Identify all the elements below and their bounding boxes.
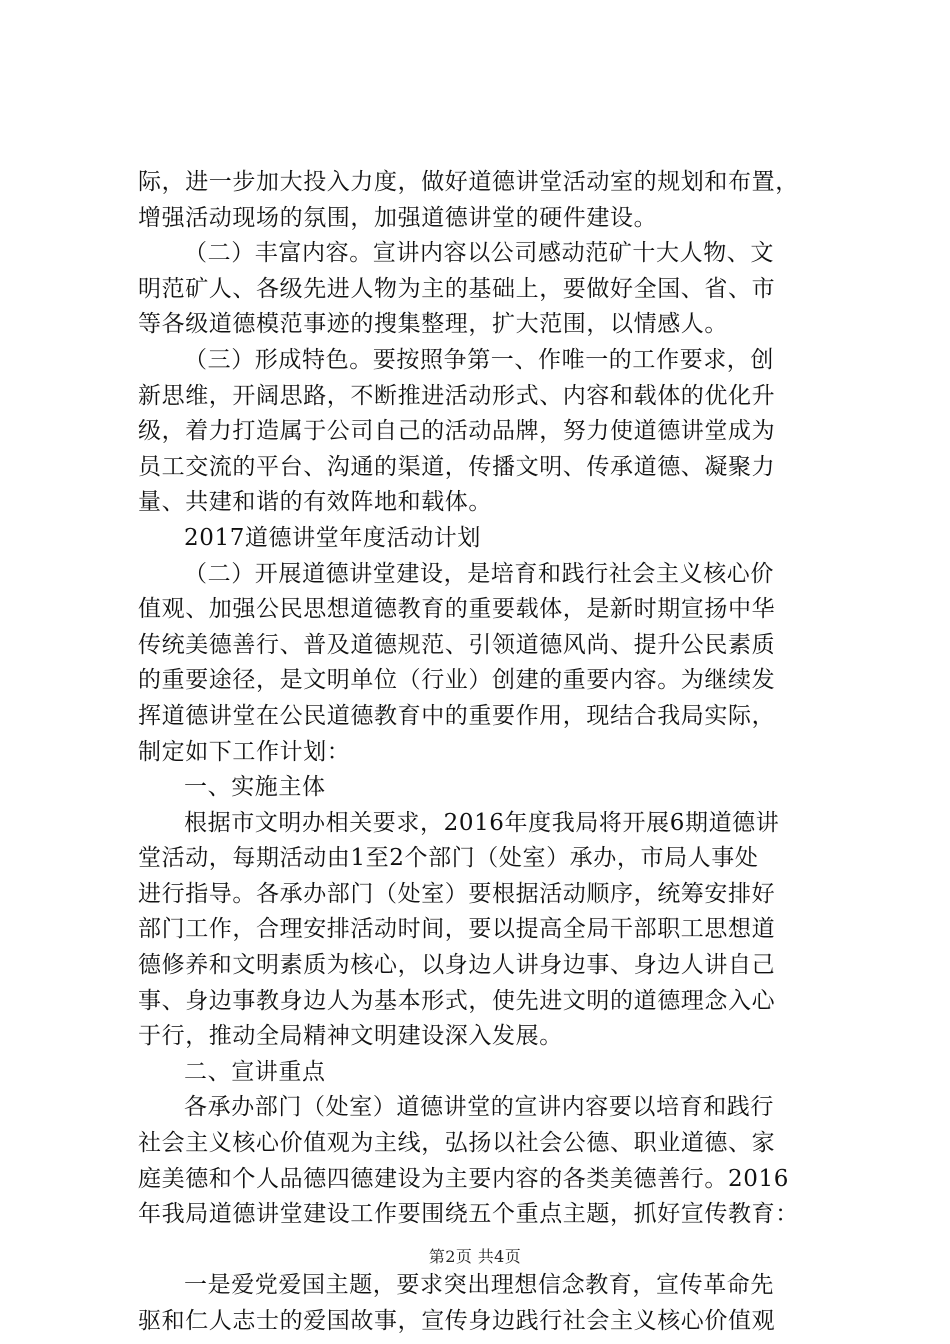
text-line: 各承办部门（处室）道德讲堂的宣讲内容要以培育和践行 [184,1094,774,1121]
text-line: 德修养和文明素质为核心，以身边人讲身边事、身边人讲自己 [138,952,776,979]
text-line: 于行，推动全局精神文明建设深入发展。 [138,1023,563,1050]
text-line: 驱和仁人志士的爱国故事，宣传身边践行社会主义核心价值观 [138,1308,776,1334]
text-line: 事、身边事教身边人为基本形式，使先进文明的道德理念入心 [138,987,776,1014]
text-line: 一、实施主体 [184,774,326,801]
text-line: （二）丰富内容。宣讲内容以公司感动范矿十大人物、文 [184,240,774,267]
text-line: 级，着力打造属于公司自己的活动品牌，努力使道德讲堂成为 [138,418,776,445]
text-line: 年我局道德讲堂建设工作要围绕五个重点主题，抓好宣传教育： [138,1201,799,1228]
document-body [138,165,830,1340]
text-line: （三）形成特色。要按照争第一、作唯一的工作要求，创 [184,346,774,373]
text-line: 增强活动现场的氛围，加强道德讲堂的硬件建设。 [138,204,658,231]
text-line: 新思维，开阔思路，不断推进活动形式、内容和载体的优化升 [138,382,776,409]
text-line: 员工交流的平台、沟通的渠道，传播文明、传承道德、凝聚力 [138,453,776,480]
text-line: （二）开展道德讲堂建设，是培育和践行社会主义核心价 [184,560,774,587]
text-line: 社会主义核心价值观为主线，弘扬以社会公德、职业道德、家 [138,1130,776,1157]
text-line: 的重要途径，是文明单位（行业）创建的重要内容。为继续发 [138,667,776,694]
text-line: 根据市文明办相关要求，2016年度我局将开展6期道德讲 [184,809,780,836]
text-line: 二、宣讲重点 [184,1058,326,1085]
text-line: 量、共建和谐的有效阵地和载体。 [138,489,492,516]
text-line: 际，进一步加大投入力度，做好道德讲堂活动室的规划和布置， [138,169,799,195]
text-line: 制定如下工作计划： [138,738,351,765]
text-line: 传统美德善行、普及道德规范、引领道德风尚、提升公民素质 [138,631,776,658]
text-line: 等各级道德模范事迹的搜集整理，扩大范围，以情感人。 [138,311,728,338]
page-footer: 第2页 共4页 [428,1247,522,1266]
text-line: 明范矿人、各级先进人物为主的基础上，要做好全国、省、市 [138,275,776,302]
text-line: 庭美德和个人品德四德建设为主要内容的各类美德善行。2016 [138,1165,789,1192]
text-line: 进行指导。各承办部门（处室）要根据活动顺序，统筹安排好 [138,880,776,907]
text-line: 堂活动，每期活动由1至2个部门（处室）承办，市局人事处 [138,845,759,872]
text-line: 一是爱党爱国主题，要求突出理想信念教育，宣传革命先 [184,1272,774,1299]
text-line: 2017道德讲堂年度活动计划 [184,524,481,551]
text-line: 部门工作，合理安排活动时间，要以提高全局干部职工思想道 [138,916,776,943]
text-line: 挥道德讲堂在公民道德教育中的重要作用，现结合我局实际， [138,702,776,729]
text-line: 值观、加强公民思想道德教育的重要载体，是新时期宣扬中华 [138,596,776,623]
